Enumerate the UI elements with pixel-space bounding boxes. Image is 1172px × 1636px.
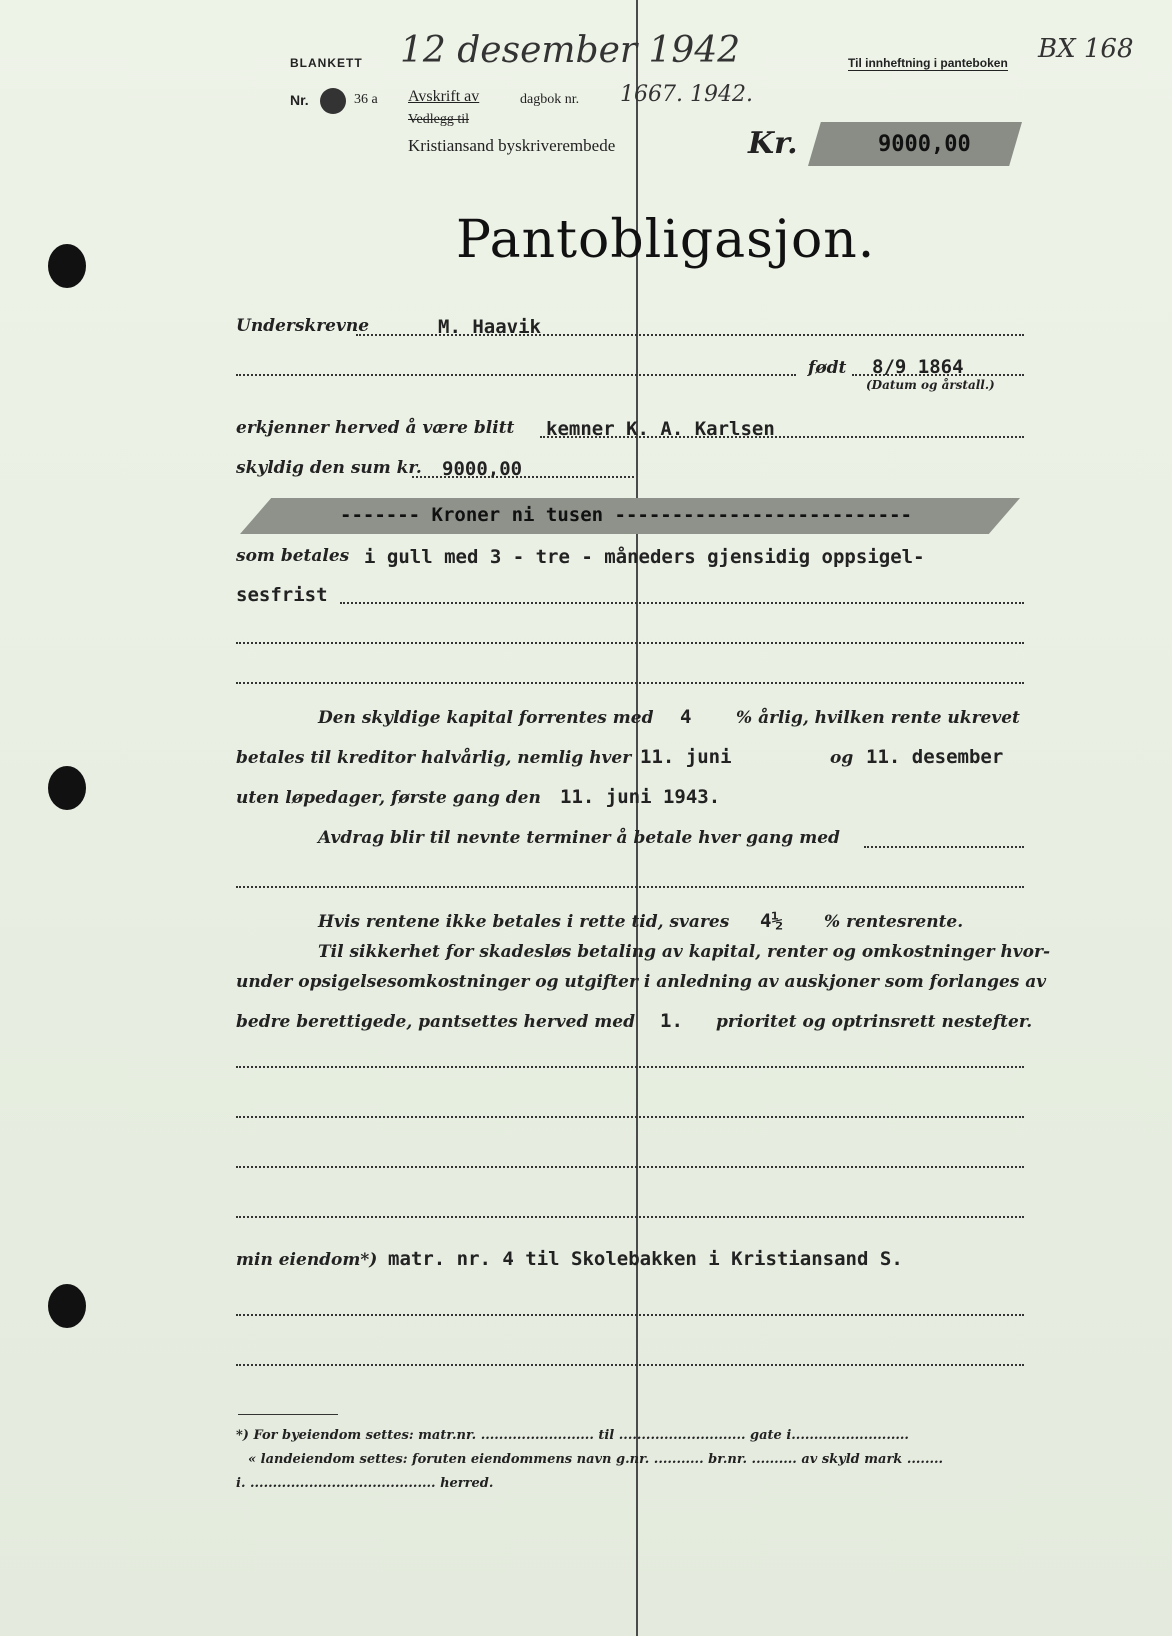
dotted-line [236, 1066, 1024, 1068]
sikkerhet-line1: Til sikkerhet for skadesløs betaling av kapital, renter og omkostninger hvor- [318, 942, 1051, 962]
dotted-line [236, 1166, 1024, 1168]
underskrevne-value: M. Haavik [438, 316, 541, 338]
forste-label: uten løpedager, første gang den [236, 788, 541, 808]
kr-label: Kr. [748, 126, 798, 161]
avskrift-label: Avskrift av [408, 88, 480, 105]
eiendom-value: matr. nr. 4 til Skolebakken i Kristiansand S. [388, 1248, 903, 1270]
bedre-label-b: prioritet og optrinsrett nestefter. [716, 1012, 1033, 1032]
footnote-line3: i. ......................................... herred. [236, 1476, 494, 1491]
punch-hole [48, 1284, 86, 1328]
document-title: Pantobligasjon. [456, 210, 876, 270]
skyldig-label: skyldig den sum kr. [236, 458, 422, 478]
punch-hole [48, 766, 86, 810]
kapital-label: Den skyldige kapital forrentes med [318, 708, 654, 728]
footnote-line2: « landeiendom settes: foruten eiendommens navn g.nr. ........... br.nr. .......... av skyld mark ........ [248, 1452, 944, 1467]
betales-label: som betales [236, 546, 350, 566]
form-number: 36 a [354, 92, 378, 107]
termin2-value: 11. desember [866, 746, 1004, 768]
handwritten-date: 12 desember 1942 [400, 30, 741, 71]
handwritten-ref: BX 168 [1038, 34, 1134, 64]
dotted-line [236, 642, 1024, 644]
sikkerhet-line2: under opsigelsesomkostninger og utgifter i anledning av auskjoner som forlanges av [236, 972, 1047, 992]
prioritet-value: 1. [660, 1010, 683, 1032]
dagbok-label: dagbok nr. [520, 92, 580, 107]
amount-words: ------- Kroner ni tusen -------------------------- [340, 504, 912, 526]
fodt-label: født [808, 358, 847, 378]
dotted-line [236, 1116, 1024, 1118]
dotted-line [236, 886, 1024, 888]
dotted-line [236, 1314, 1024, 1316]
punch-hole [48, 244, 86, 288]
betales-continued: sesfrist [236, 584, 328, 606]
hvis-label: Hvis rentene ikke betales i rette tid, svares [318, 912, 730, 932]
dotted-line [236, 374, 796, 376]
dotted-line [340, 602, 1024, 604]
blankett-label: BLANKETT [290, 56, 363, 70]
dotted-line [864, 846, 1024, 848]
kapital-label-b: % årlig, hvilken rente ukrevet [736, 708, 1020, 728]
rente-value: 4 [680, 706, 692, 728]
nr-label: Nr. [290, 92, 309, 108]
eiendom-label: min eiendom*) [236, 1250, 378, 1270]
termin1-value: 11. juni [640, 746, 732, 768]
fodt-value: 8/9 1864 [872, 356, 964, 378]
og-label: og [830, 748, 854, 768]
bedre-label: bedre berettigede, pantsettes herved med [236, 1012, 635, 1032]
kreditor-label: betales til kreditor halvårlig, nemlig hver [236, 748, 632, 768]
footnote-rule [238, 1414, 338, 1415]
office-name: Kristiansand byskriverembede [408, 136, 616, 155]
hvis-label-b: % rentesrente. [824, 912, 964, 932]
skyldig-value: 9000,00 [442, 458, 523, 480]
erkjenner-value: kemner K. A. Karlsen [546, 418, 775, 440]
betales-value: i gull med 3 - tre - måneders gjensidig oppsigel- [364, 546, 925, 568]
datum-hint: (Datum og årstall.) [866, 378, 995, 392]
dotted-line [236, 1364, 1024, 1366]
underskrevne-label: Underskrevne [236, 316, 370, 336]
amount-value: 9000,00 [878, 132, 971, 157]
avdrag-label: Avdrag blir til nevnte terminer å betale hver gang med [318, 828, 840, 848]
erkjenner-label: erkjenner herved å være blitt [236, 418, 515, 438]
footnote-line1: *) For byeiendom settes: matr.nr. ......................... til ............................ gate i.......................... [236, 1428, 909, 1443]
forste-value: 11. juni 1943. [560, 786, 721, 808]
dotted-line [236, 682, 1024, 684]
seal-icon [320, 88, 346, 114]
straffe-value: 4½ [760, 910, 783, 932]
dotted-line [236, 1216, 1024, 1218]
dagbok-number: 1667. 1942. [620, 82, 753, 107]
til-innheftning-label: Til innheftning i panteboken [848, 56, 1008, 70]
vedlegg-label: Vedlegg til [408, 112, 470, 127]
